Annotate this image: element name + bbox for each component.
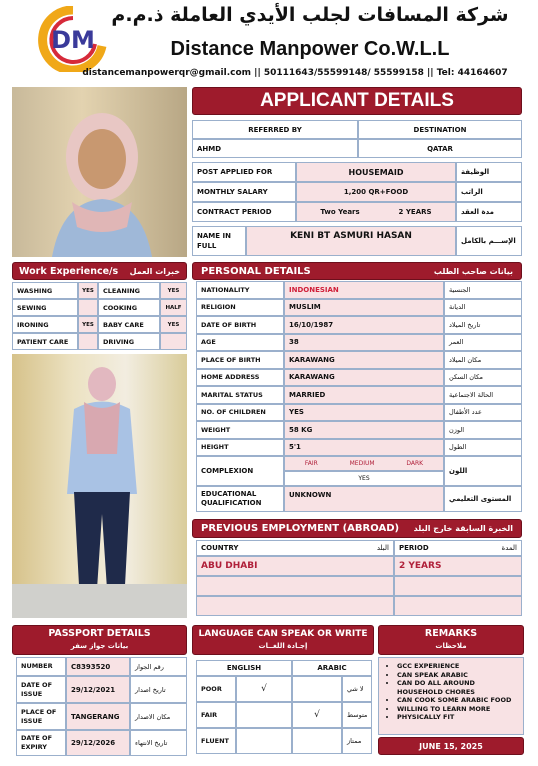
personal-ar-label: مكان السكن (444, 369, 522, 387)
applicant-photo-portrait (12, 87, 187, 257)
personal-value: MARRIED (284, 386, 444, 404)
passport-ar-label: مكان الاصدار (130, 703, 187, 730)
passport-value: TANGERANG (66, 703, 130, 730)
name-label: NAME IN FULL (192, 226, 246, 256)
passport-label: DATE OF ISSUE (16, 676, 66, 703)
country-value: ABU DHABI (196, 556, 394, 576)
remark-item: • GCC EXPERIENCE (397, 662, 519, 671)
salary-label: MONTHLY SALARY (192, 182, 296, 202)
remark-item: • CAN DO ALL AROUND HOUSEHOLD CHORES (397, 679, 519, 696)
destination-label: DESTINATION (358, 120, 522, 139)
remarks-date: JUNE 15, 2025 (378, 737, 524, 755)
work-experience-label: PATIENT CARE (12, 333, 78, 350)
language-english-mark (236, 728, 292, 754)
company-contact-line: distancemanpowerqr@gmail.com || 50111643/55599148/ 55599158 || Tel: 44164607 (82, 68, 508, 78)
language-arabic-mark (292, 676, 342, 702)
remarks-title-ar: ملاحظات (435, 642, 467, 650)
personal-ar-label: الديانة (444, 299, 522, 317)
personal-value: 5'1 (284, 439, 444, 457)
period-ar: المدة (501, 544, 517, 552)
remarks-box (378, 657, 524, 735)
personal-ar-label: الوزن (444, 421, 522, 439)
personal-label: MARITAL STATUS (196, 386, 284, 404)
personal-label: HEIGHT (196, 439, 284, 457)
company-logo (36, 6, 110, 72)
language-level-label: FAIR (196, 702, 236, 728)
passport-label: PLACE OF ISSUE (16, 703, 66, 730)
complexion-selected: YES (284, 471, 444, 486)
passport-title-ar: بيانات جواز سفر (70, 642, 129, 650)
work-experience-value: YES (78, 316, 98, 333)
language-arabic-mark (292, 728, 342, 754)
work-experience-header (12, 262, 187, 280)
personal-label: PLACE OF BIRTH (196, 351, 284, 369)
work-experience-value (78, 299, 98, 316)
destination-value: QATAR (358, 139, 522, 158)
personal-details-header (192, 262, 522, 280)
work-experience-value: YES (78, 282, 98, 299)
language-header (192, 625, 374, 655)
language-arabic-mark: √ (292, 702, 342, 728)
education-ar: المستوى التعليمي (444, 486, 522, 512)
personal-value: MUSLIM (284, 299, 444, 317)
language-title-ar: إجـادة اللغــات (258, 642, 308, 650)
passport-value: 29/12/2026 (66, 730, 130, 756)
personal-ar-label: الجنسية (444, 281, 522, 299)
personal-label: RELIGION (196, 299, 284, 317)
work-experience-label: WASHING (12, 282, 78, 299)
remarks-header (378, 625, 524, 655)
language-level-ar: ممتاز (342, 728, 372, 754)
passport-title: PASSPORT DETAILS (48, 628, 151, 639)
work-experience-value (78, 333, 98, 350)
personal-value: 16/10/1987 (284, 316, 444, 334)
language-level-ar: متوسط (342, 702, 372, 728)
personal-label: NATIONALITY (196, 281, 284, 299)
contract-ar: مدة العقد (456, 202, 522, 222)
language-level-ar: لا شي (342, 676, 372, 702)
referred-by-label: REFERRED BY (192, 120, 358, 139)
remarks-list (379, 662, 523, 722)
passport-header (12, 625, 187, 655)
language-title: LANGUAGE CAN SPEAK OR WRITE (198, 629, 368, 639)
remark-item: • WILLING TO LEARN MORE (397, 705, 519, 714)
personal-value: YES (284, 404, 444, 422)
previous-employment-empty-row-1b (394, 576, 522, 596)
remark-item: • PHYSICALLY FIT (397, 713, 519, 722)
passport-ar-label: تاريخ اصدار (130, 676, 187, 703)
language-level-label: POOR (196, 676, 236, 702)
language-english-mark (236, 702, 292, 728)
salary-value: 1,200 QR+FOOD (296, 182, 456, 202)
work-experience-label: DRIVING (98, 333, 160, 350)
personal-details-title: PERSONAL DETAILS (201, 265, 311, 277)
name-ar: الإســـم بالكامل (456, 226, 522, 256)
language-level-label: FLUENT (196, 728, 236, 754)
salary-ar: الراتب (456, 182, 522, 202)
contract-value: Two Years (320, 208, 360, 216)
previous-employment-empty-row-2b (394, 596, 522, 616)
previous-employment-empty-row-1 (196, 576, 394, 596)
remark-item: • CAN SPEAK ARABIC (397, 671, 519, 680)
contract-value-row (296, 202, 456, 222)
country-header (196, 540, 394, 556)
education-label: EDUCATIONAL QUALIFICATION (196, 486, 284, 512)
country-ar: البلد (376, 544, 389, 552)
language-english-mark: √ (236, 676, 292, 702)
work-experience-label: CLEANING (98, 282, 160, 299)
complexion-fair: FAIR (304, 460, 318, 467)
company-arabic-name: شركة المسافات لجلب الأيدي العاملة ذ.م.م (111, 4, 509, 26)
personal-ar-label: العمر (444, 334, 522, 352)
work-experience-label: SEWING (12, 299, 78, 316)
remarks-title: REMARKS (424, 628, 478, 639)
svg-text:DM: DM (51, 26, 95, 54)
referred-by-value: AHMD (192, 139, 358, 158)
personal-label: NO. OF CHILDREN (196, 404, 284, 422)
personal-ar-label: عدد الأطفال (444, 404, 522, 422)
work-experience-value: YES (160, 316, 187, 333)
personal-value: KARAWANG (284, 369, 444, 387)
previous-employment-header (192, 519, 522, 538)
post-value: HOUSEMAID (296, 162, 456, 182)
personal-details-title-ar: بيانات صاحب الطلب (433, 266, 513, 276)
applicant-photo-full-body (12, 354, 187, 618)
remark-item: • CAN COOK SOME ARABIC FOOD (397, 696, 519, 705)
passport-ar-label: تاريخ الانتهاء (130, 730, 187, 756)
period-header (394, 540, 522, 556)
previous-employment-empty-row-2 (196, 596, 394, 616)
personal-ar-label: مكان الميلاد (444, 351, 522, 369)
personal-label: AGE (196, 334, 284, 352)
contract-value-2: 2 YEARS (398, 208, 432, 216)
education-value: UNKNOWN (284, 486, 444, 512)
personal-value: 38 (284, 334, 444, 352)
passport-label: NUMBER (16, 657, 66, 676)
passport-label: DATE OF EXPIRY (16, 730, 66, 756)
work-experience-label: COOKING (98, 299, 160, 316)
complexion-medium: MEDIUM (349, 460, 375, 467)
post-label: POST APPLIED FOR (192, 162, 296, 182)
complexion-options (284, 456, 444, 471)
complexion-ar: اللون (444, 456, 522, 486)
period-value: 2 YEARS (394, 556, 522, 576)
personal-ar-label: الطول (444, 439, 522, 457)
passport-value: C8393520 (66, 657, 130, 676)
language-col-english: ENGLISH (196, 660, 292, 676)
applicant-details-title: APPLICANT DETAILS (192, 87, 522, 115)
complexion-label: COMPLEXION (196, 456, 284, 486)
personal-label: DATE OF BIRTH (196, 316, 284, 334)
work-experience-title-ar: خبرات العمل (129, 266, 180, 276)
personal-label: WEIGHT (196, 421, 284, 439)
work-experience-value: YES (160, 282, 187, 299)
work-experience-value: HALF (160, 299, 187, 316)
passport-value: 29/12/2021 (66, 676, 130, 703)
personal-value: 58 KG (284, 421, 444, 439)
passport-ar-label: رقم الجواز (130, 657, 187, 676)
previous-employment-title-ar: الخبرة السابقة خارج البلد (413, 524, 513, 533)
company-english-name: Distance Manpower Co.W.L.L (170, 38, 450, 60)
period-label: PERIOD (399, 544, 429, 552)
personal-ar-label: الحالة الاجتماعية (444, 386, 522, 404)
work-experience-label: IRONING (12, 316, 78, 333)
country-label: COUNTRY (201, 544, 239, 552)
personal-value: KARAWANG (284, 351, 444, 369)
post-ar: الوظيفة (456, 162, 522, 182)
work-experience-title: Work Experience/s (19, 265, 119, 277)
name-value: KENI BT ASMURI HASAN (246, 226, 456, 256)
language-col-arabic: ARABIC (292, 660, 372, 676)
complexion-dark: DARK (406, 460, 424, 467)
personal-value: INDONESIAN (284, 281, 444, 299)
personal-label: HOME ADDRESS (196, 369, 284, 387)
work-experience-value (160, 333, 187, 350)
work-experience-label: BABY CARE (98, 316, 160, 333)
contract-label: CONTRACT PERIOD (192, 202, 296, 222)
personal-ar-label: تاريخ الميلاد (444, 316, 522, 334)
previous-employment-title: PREVIOUS EMPLOYMENT (ABROAD) (201, 523, 400, 534)
